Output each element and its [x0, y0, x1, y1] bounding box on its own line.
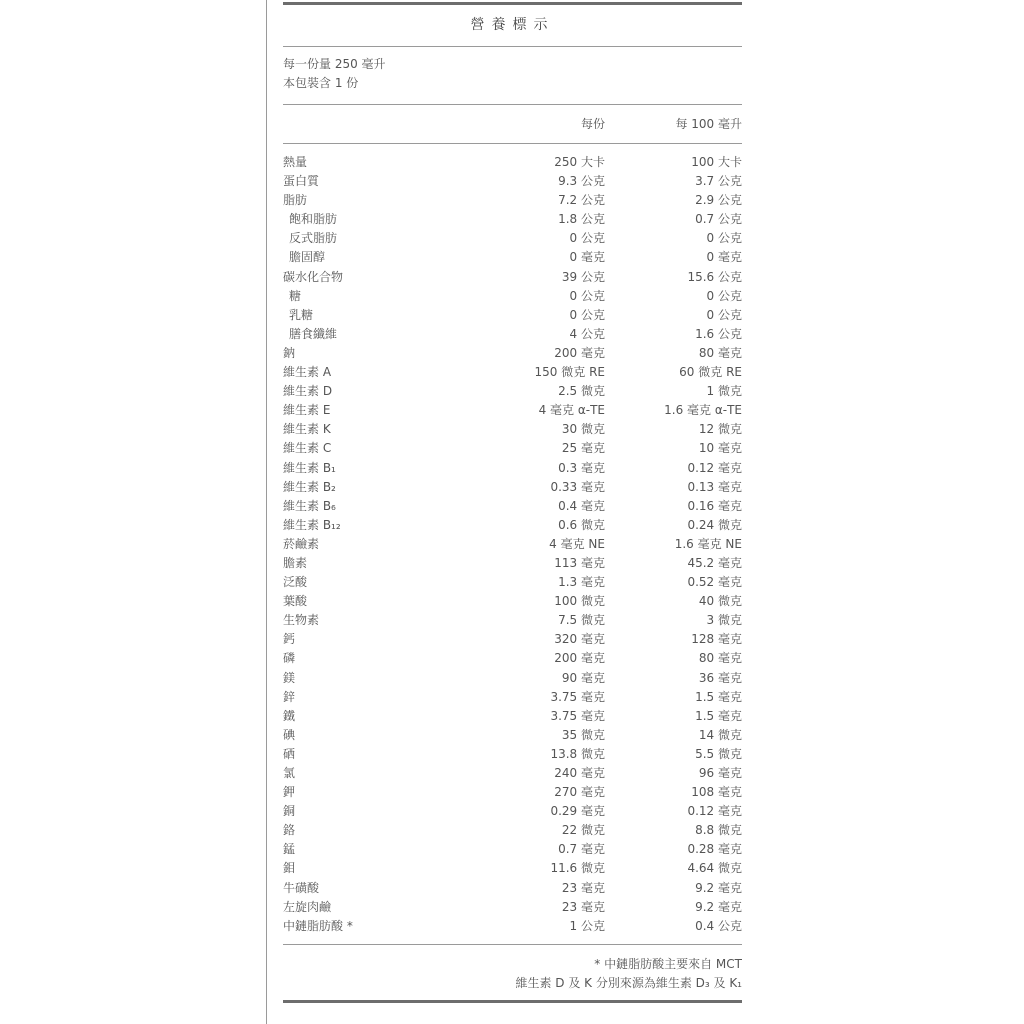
- per-100ml-value: 1.6 毫克 α-TE: [664, 403, 742, 418]
- per-serving-value: 0.33 毫克: [550, 479, 605, 494]
- nutrient-name: 生物素: [283, 613, 320, 628]
- per-100ml-value: 0.13 毫克: [687, 479, 742, 494]
- per-100ml-value: 100 大卡: [691, 155, 742, 169]
- per-100ml-value: 40 微克: [698, 594, 742, 609]
- footnote-vitamin-source: 維生素 D 及 K 分別來源為維生素 D₃ 及 K₁: [515, 976, 742, 990]
- serving-info: [283, 47, 742, 104]
- per-100ml-value: 36 毫克: [698, 670, 742, 685]
- per-serving-value: 3.75 毫克: [550, 689, 605, 704]
- nutrient-row: [283, 802, 742, 821]
- per-100ml-value: 80 毫克: [698, 651, 742, 666]
- per-serving-value: 4 公克: [569, 326, 605, 341]
- nutrient-row: [283, 439, 742, 458]
- nutrient-row: [283, 153, 742, 172]
- per-100ml-value: 5.5 微克: [695, 746, 742, 761]
- nutrient-name: 牛磺酸: [283, 880, 320, 895]
- per-serving-value: 100 微克: [554, 594, 605, 609]
- per-serving-value: 200 毫克: [554, 345, 605, 360]
- nutrient-row: [283, 859, 742, 878]
- per-serving-value: 0.6 微克: [558, 517, 605, 532]
- per-100ml-value: 9.2 毫克: [695, 899, 742, 914]
- nutrient-name: 氯: [283, 766, 296, 780]
- nutrient-row: [283, 879, 742, 898]
- nutrient-name: 維生素 B₁: [283, 460, 336, 475]
- per-100ml-value: 15.6 公克: [687, 269, 742, 284]
- per-100ml-value: 0 公克: [706, 231, 742, 246]
- nutrient-name: 鈣: [283, 632, 296, 647]
- per-serving-value: 0 公克: [569, 288, 605, 303]
- per-serving-value: 39 公克: [561, 269, 605, 284]
- nutrient-row: [283, 459, 742, 478]
- nutrient-row: [283, 573, 742, 592]
- per-serving-value: 0.3 毫克: [558, 460, 605, 475]
- per-serving-value: 7.5 微克: [558, 613, 605, 628]
- nutrient-row: [283, 535, 742, 554]
- nutrient-name: 蛋白質: [283, 174, 320, 189]
- nutrient-row: [283, 688, 742, 707]
- per-serving-value: 9.3 公克: [558, 174, 605, 189]
- nutrient-name: 維生素 B₁₂: [283, 517, 341, 532]
- nutrient-row: [283, 554, 742, 573]
- per-100ml-value: 1.5 毫克: [695, 689, 742, 704]
- per-serving-value: 13.8 微克: [550, 746, 605, 761]
- per-100ml-value: 108 毫克: [691, 785, 742, 800]
- per-serving-value: 23 毫克: [561, 899, 605, 914]
- nutrient-name: 維生素 B₂: [283, 479, 336, 494]
- nutrient-row: [283, 382, 742, 401]
- per-serving-value: 1.3 毫克: [558, 575, 605, 590]
- per-serving-value: 250 大卡: [554, 155, 605, 169]
- per-100ml-header: 每 100 毫升: [675, 117, 742, 131]
- nutrient-name: 硒: [283, 746, 296, 761]
- nutrient-name: 鐵: [283, 708, 296, 723]
- nutrient-row: [283, 898, 742, 917]
- nutrient-row: [283, 363, 742, 382]
- nutrient-row: [283, 783, 742, 802]
- per-100ml-value: 8.8 微克: [695, 823, 742, 838]
- nutrient-row: [283, 268, 742, 287]
- per-serving-value: 0.7 毫克: [558, 842, 605, 857]
- nutrient-name: 菸鹼素: [283, 536, 320, 551]
- per-serving-value: 1 公克: [569, 918, 605, 933]
- per-serving-value: 7.2 公克: [558, 193, 605, 208]
- nutrient-row: [283, 287, 742, 306]
- nutrient-row: [283, 821, 742, 840]
- per-serving-value: 270 毫克: [554, 785, 605, 800]
- per-serving-value: 35 微克: [561, 727, 605, 742]
- nutrient-name: 鎂: [283, 670, 296, 685]
- per-100ml-value: 10 毫克: [698, 441, 742, 456]
- footnotes: [283, 945, 742, 1000]
- per-100ml-value: 0.24 微克: [687, 517, 742, 532]
- nutrient-name: 碳水化合物: [283, 269, 344, 284]
- per-100ml-value: 1.6 公克: [695, 326, 742, 341]
- nutrient-row: [283, 478, 742, 497]
- nutrient-row: [283, 707, 742, 726]
- footnote-mct: * 中鏈脂肪酸主要來自 MCT: [594, 957, 742, 971]
- per-serving-value: 240 毫克: [554, 766, 605, 780]
- per-serving-value: 0.29 毫克: [550, 804, 605, 819]
- nutrient-row: [283, 669, 742, 688]
- nutrient-row: [283, 191, 742, 210]
- nutrient-name: 飽和脂肪: [289, 212, 338, 227]
- nutrient-row: [283, 611, 742, 630]
- per-serving-value: 113 毫克: [554, 555, 605, 570]
- per-100ml-value: 0.4 公克: [695, 918, 742, 933]
- per-100ml-value: 80 毫克: [698, 345, 742, 360]
- per-serving-header: 每份: [580, 117, 605, 131]
- per-100ml-value: 0.7 公克: [695, 212, 742, 227]
- per-100ml-value: 0 毫克: [706, 250, 742, 265]
- per-100ml-value: 0.28 毫克: [687, 842, 742, 857]
- nutrient-name: 維生素 K: [283, 422, 331, 437]
- bottom-thick-rule: [283, 1000, 742, 1003]
- per-100ml-value: 1.6 毫克 NE: [674, 536, 742, 551]
- per-100ml-value: 45.2 毫克: [687, 555, 742, 570]
- per-serving-value: 0 毫克: [569, 250, 605, 265]
- per-100ml-value: 0.12 毫克: [687, 460, 742, 475]
- nutrient-name: 維生素 B₆: [283, 498, 336, 513]
- nutrient-row: [283, 497, 742, 516]
- nutrient-name: 銅: [283, 804, 296, 819]
- nutrient-name: 磷: [283, 651, 296, 666]
- per-serving-value: 320 毫克: [554, 632, 605, 647]
- per-100ml-value: 9.2 毫克: [695, 880, 742, 895]
- nutrient-name: 碘: [283, 727, 296, 742]
- nutrient-row: [283, 210, 742, 229]
- nutrient-row: [283, 248, 742, 267]
- per-100ml-value: 60 微克 RE: [679, 365, 742, 380]
- nutrient-row: [283, 306, 742, 325]
- nutrient-name: 維生素 D: [283, 384, 333, 399]
- per-serving-value: 3.75 毫克: [550, 708, 605, 723]
- nutrient-row: [283, 401, 742, 420]
- per-100ml-value: 0.52 毫克: [687, 575, 742, 590]
- nutrient-row: [283, 726, 742, 745]
- nutrient-row: [283, 840, 742, 859]
- per-serving-value: 200 毫克: [554, 651, 605, 666]
- nutrient-name: 泛酸: [283, 575, 308, 590]
- nutrient-name: 乳糖: [289, 307, 314, 322]
- nutrient-name: 熱量: [283, 155, 308, 169]
- per-serving-value: 23 毫克: [561, 880, 605, 895]
- nutrient-name: 中鏈脂肪酸 *: [283, 918, 353, 933]
- nutrient-name: 膽固醇: [289, 250, 326, 265]
- nutrient-name: 錳: [283, 842, 296, 857]
- per-100ml-value: 0.12 毫克: [687, 804, 742, 819]
- label-title: 營養標示: [470, 17, 555, 33]
- per-serving-value: 22 微克: [561, 823, 605, 838]
- serving-size: 每一份量 250 毫升: [283, 57, 386, 71]
- nutrition-label: [283, 2, 742, 1003]
- per-serving-value: 150 微克 RE: [534, 365, 605, 380]
- per-serving-value: 0.4 毫克: [558, 498, 605, 513]
- nutrient-name: 膽素: [283, 555, 308, 570]
- nutrient-name: 維生素 C: [283, 441, 332, 456]
- per-serving-value: 4 毫克 α-TE: [538, 403, 605, 418]
- nutrient-name: 鉬: [283, 861, 296, 876]
- nutrient-name: 維生素 E: [283, 403, 331, 418]
- per-100ml-value: 96 毫克: [698, 766, 742, 780]
- per-serving-value: 30 微克: [561, 422, 605, 437]
- per-serving-value: 1.8 公克: [558, 212, 605, 227]
- column-header: [283, 105, 742, 143]
- nutrient-name: 鈉: [283, 345, 296, 360]
- nutrient-name: 鋅: [283, 689, 296, 704]
- nutrient-name: 反式脂肪: [289, 231, 338, 246]
- per-serving-value: 4 毫克 NE: [549, 536, 605, 551]
- nutrient-row: [283, 649, 742, 668]
- nutrient-name: 左旋肉鹼: [283, 899, 332, 914]
- nutrient-row: [283, 745, 742, 764]
- per-100ml-value: 0 公克: [706, 288, 742, 303]
- nutrient-row: [283, 630, 742, 649]
- nutrient-row: [283, 592, 742, 611]
- nutrient-row: [283, 917, 742, 936]
- nutrient-name: 脂肪: [283, 193, 308, 208]
- nutrient-name: 糖: [289, 288, 302, 303]
- per-serving-value: 90 毫克: [561, 670, 605, 685]
- per-100ml-value: 1 微克: [706, 384, 742, 399]
- nutrient-row: [283, 344, 742, 363]
- nutrient-name: 葉酸: [283, 594, 308, 609]
- per-100ml-value: 128 毫克: [691, 632, 742, 647]
- nutrient-row: [283, 764, 742, 783]
- per-100ml-value: 1.5 毫克: [695, 708, 742, 723]
- per-100ml-value: 0.16 毫克: [687, 498, 742, 513]
- nutrient-row: [283, 420, 742, 439]
- per-serving-value: 0 公克: [569, 231, 605, 246]
- per-serving-value: 2.5 微克: [558, 384, 605, 399]
- page-divider-line: [266, 0, 267, 1024]
- per-100ml-value: 4.64 微克: [687, 861, 742, 876]
- per-serving-value: 11.6 微克: [550, 861, 605, 876]
- nutrient-name: 鉻: [283, 823, 296, 838]
- nutrient-row: [283, 172, 742, 191]
- per-100ml-value: 0 公克: [706, 307, 742, 322]
- nutrient-row: [283, 229, 742, 248]
- per-100ml-value: 3.7 公克: [695, 174, 742, 189]
- nutrient-rows: [283, 144, 742, 944]
- nutrient-name: 膳食纖維: [289, 326, 338, 341]
- per-100ml-value: 12 微克: [698, 422, 742, 437]
- per-serving-value: 0 公克: [569, 307, 605, 322]
- per-100ml-value: 3 微克: [706, 613, 742, 628]
- per-100ml-value: 2.9 公克: [695, 193, 742, 208]
- servings-per-pack: 本包裝含 1 份: [283, 76, 359, 90]
- nutrient-name: 維生素 A: [283, 365, 332, 380]
- nutrient-row: [283, 325, 742, 344]
- nutrient-name: 鉀: [283, 785, 296, 800]
- per-100ml-value: 14 微克: [698, 727, 742, 742]
- nutrient-row: [283, 516, 742, 535]
- per-serving-value: 25 毫克: [561, 441, 605, 456]
